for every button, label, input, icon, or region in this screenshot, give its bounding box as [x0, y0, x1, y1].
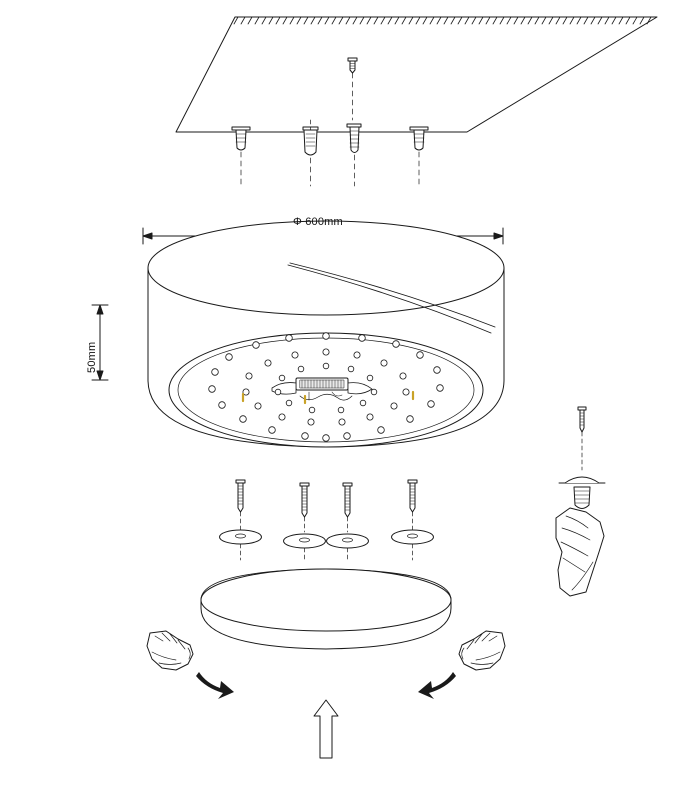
hand-tool-detail [556, 407, 605, 596]
ceiling-panel [176, 17, 657, 132]
screw-4 [392, 480, 434, 560]
wall-anchor-3 [347, 124, 361, 186]
diffuser-cover [201, 569, 451, 649]
hand-left [147, 631, 193, 670]
screw-3 [327, 483, 369, 562]
hand-right [459, 631, 505, 670]
push-up-arrow [314, 700, 338, 758]
wall-anchor-2 [303, 120, 318, 186]
mounting-screws [220, 480, 434, 562]
wall-anchor-4 [410, 127, 428, 186]
height-dimension-label: 50mm [86, 341, 98, 373]
screw-2 [284, 483, 326, 562]
rotation-arrow-left [196, 672, 234, 699]
screw-1 [220, 480, 262, 560]
diameter-dimension-label: Φ 600mm [293, 216, 343, 228]
wall-anchor-1 [232, 127, 250, 186]
rotation-arrow-right [418, 672, 456, 699]
